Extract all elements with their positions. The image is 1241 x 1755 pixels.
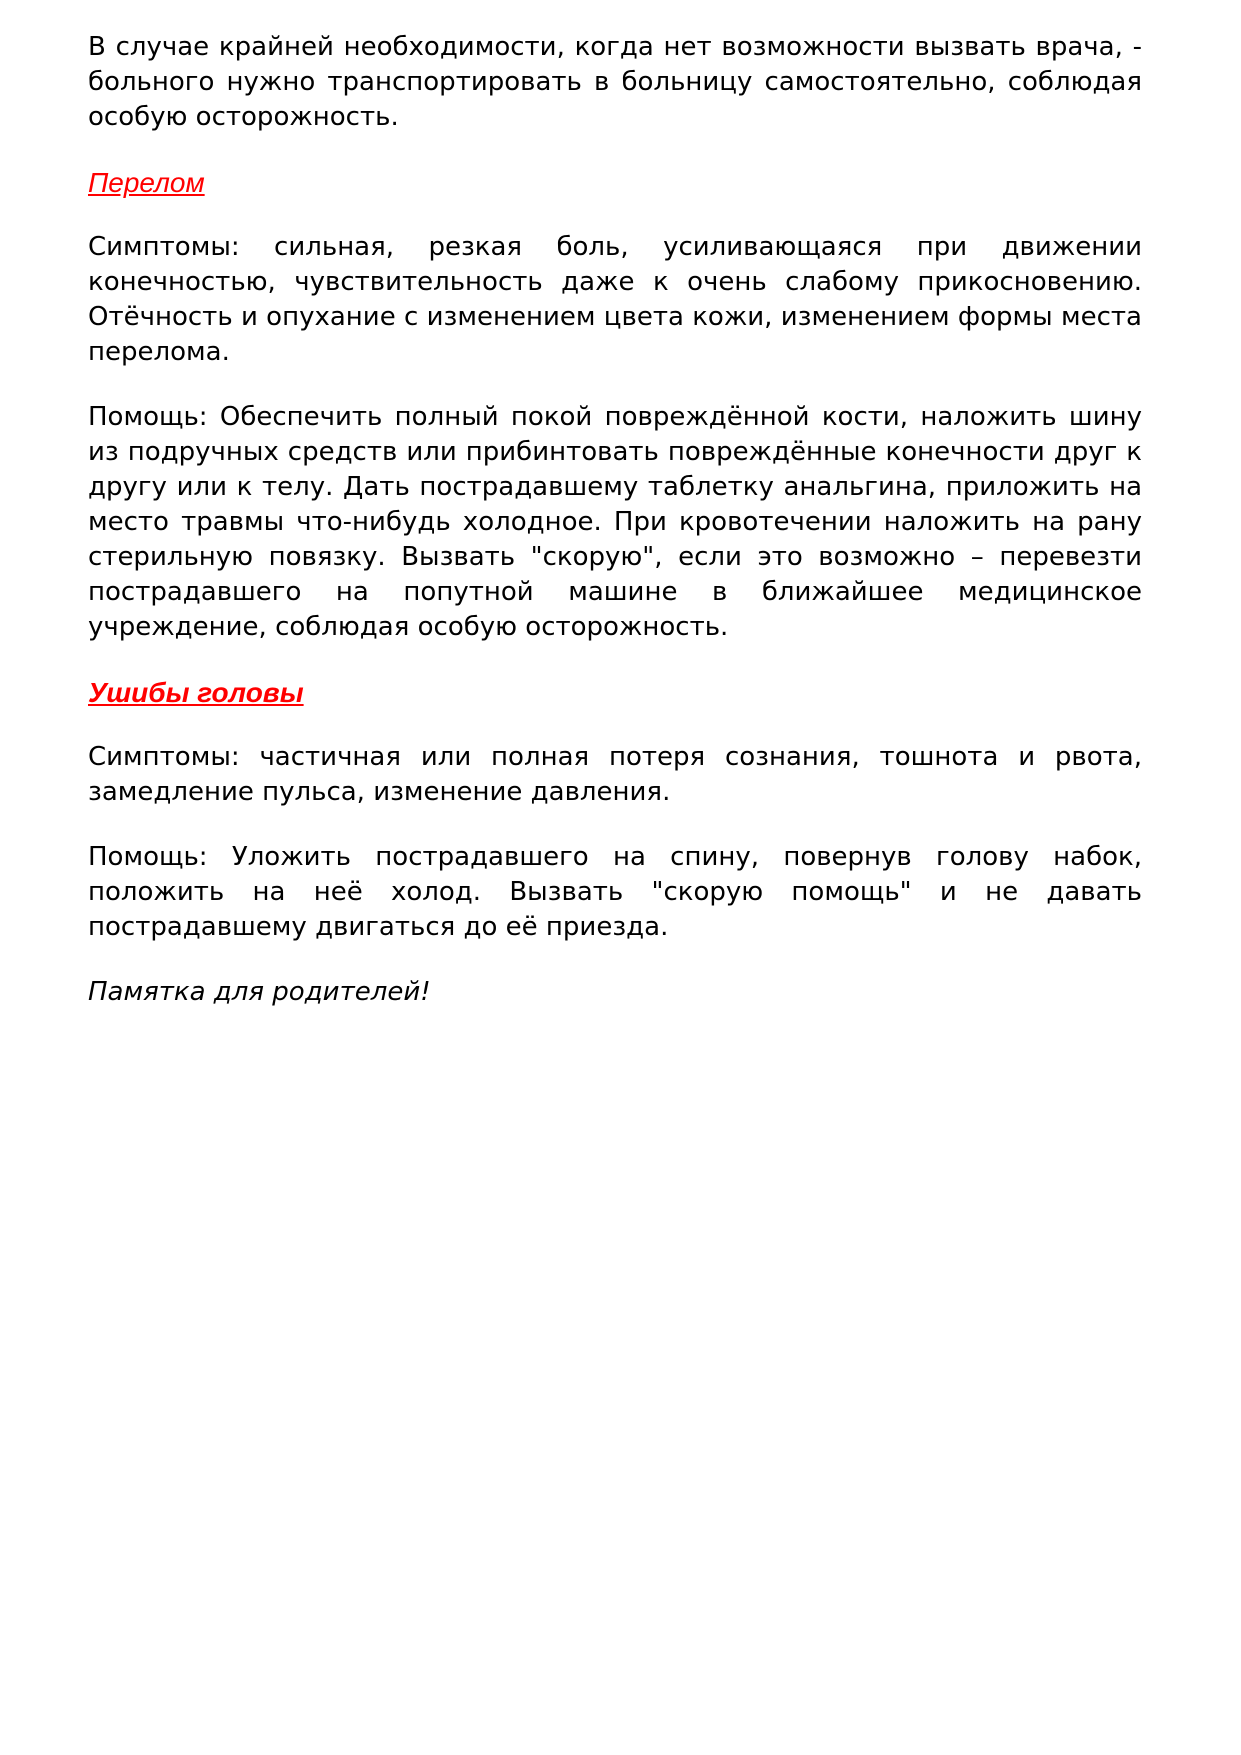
intro-paragraph: В случае крайней необходимости, когда нет возможности вызвать врача, - больного нужно транспортировать в больницу самостоятельно, соблюдая особую осторожность. (88, 32, 1142, 132)
head-injury-symptoms: Симптомы: частичная или полная потеря сознания, тошнота и рвота, замедление пульса, изменение давления. (88, 742, 1142, 807)
closing-note: Памятка для родителей! (88, 977, 431, 1007)
fracture-symptoms: Симптомы: сильная, резкая боль, усиливающаяся при движении конечностью, чувствительность даже к очень слабому прикосновению. Отёчность и опухание с изменением цвета кожи, изменением формы места перелома. (88, 232, 1142, 367)
heading-head-injury: Ушибы головы (88, 677, 304, 708)
document-page (88, 30, 1142, 1010)
head-injury-help: Помощь: Уложить пострадавшего на спину, повернув голову набок, положить на неё холод. Вызвать "скорую помощь" и не давать пострадавшему двигаться до её приезда. (88, 842, 1142, 942)
fracture-help: Помощь: Обеспечить полный покой повреждённой кости, наложить шину из подручных средств или прибинтовать повреждённые конечности друг к другу или к телу. Дать пострадавшему таблетку анальгина, приложить на место травмы что-нибудь холодное. При кровотечении наложить на рану стерильную повязку. Вызвать "скорую", если это возможно – перевезти пострадавшего на попутной машине в ближайшее медицинское учреждение, соблюдая особую осторожность. (88, 402, 1142, 642)
heading-fracture: Перелом (88, 167, 205, 198)
